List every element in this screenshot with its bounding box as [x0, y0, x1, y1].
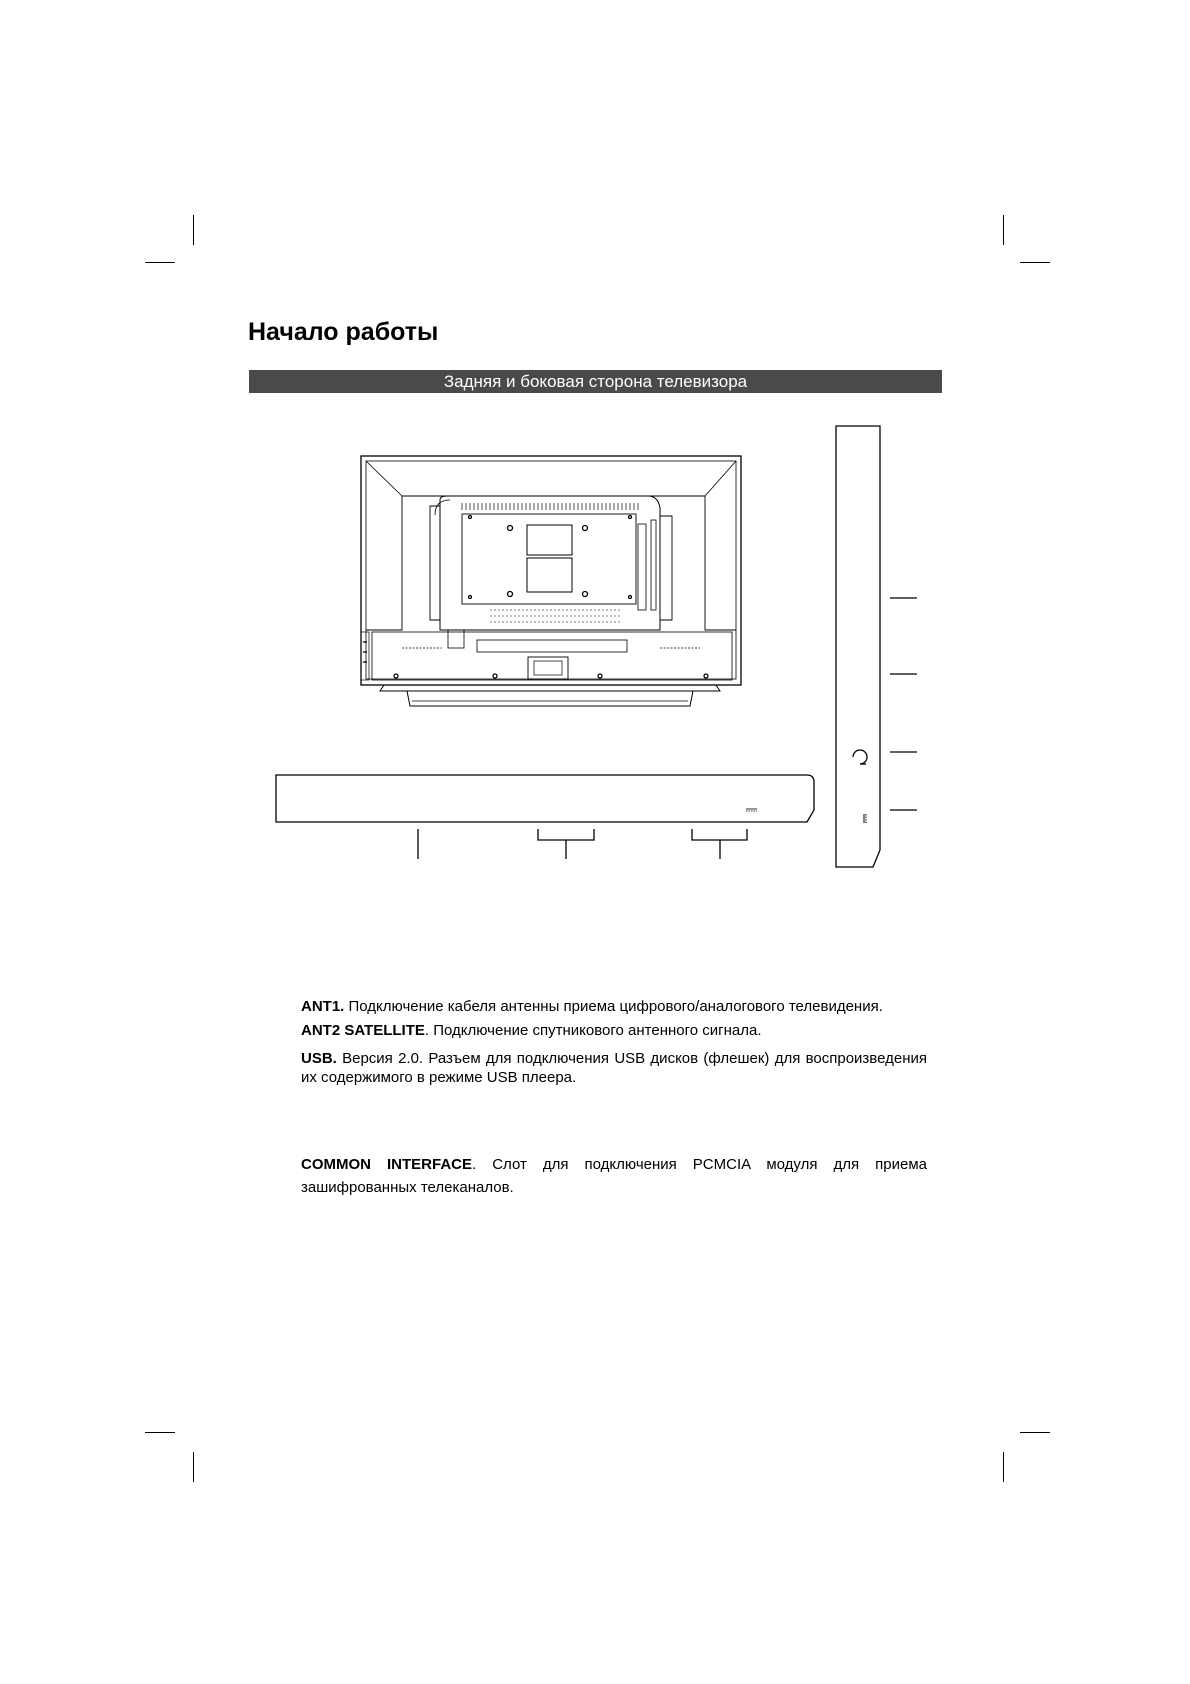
headphone-jack-icon	[853, 750, 867, 764]
usb-port-icon	[864, 814, 866, 823]
desc-text: . Подключение спутникового антенного сигнала.	[424, 1022, 762, 1039]
desc-text: . Слот для подключения PCMCIA модуля для приема зашифрованных телеканалов.	[301, 1156, 927, 1196]
desc-term: COMMON INTERFACE	[301, 1156, 473, 1173]
desc-text: Подключение кабеля антенны приема цифрового/аналогового телевидения.	[344, 998, 883, 1015]
desc-term: ANT1.	[301, 998, 345, 1015]
desc-text: Версия 2.0. Разъем для подключения USB дисков (флешек) для воспроизведения их содержимого в режиме USB плеера.	[301, 1050, 927, 1086]
tv-bottom-view	[276, 775, 814, 859]
tv-rear-view	[361, 456, 741, 706]
desc-common-interface	[301, 1153, 927, 1199]
tv-side-view	[836, 426, 917, 867]
desc-term: ANT2 SATELLITE	[301, 1022, 425, 1039]
page-title: Начало работы	[248, 318, 439, 346]
section-header: Задняя и боковая сторона телевизора	[249, 370, 942, 393]
desc-term: USB.	[301, 1050, 337, 1067]
desc-usb	[301, 1049, 927, 1087]
desc-ant2-satellite	[301, 1021, 925, 1040]
desc-ant1	[301, 997, 925, 1016]
